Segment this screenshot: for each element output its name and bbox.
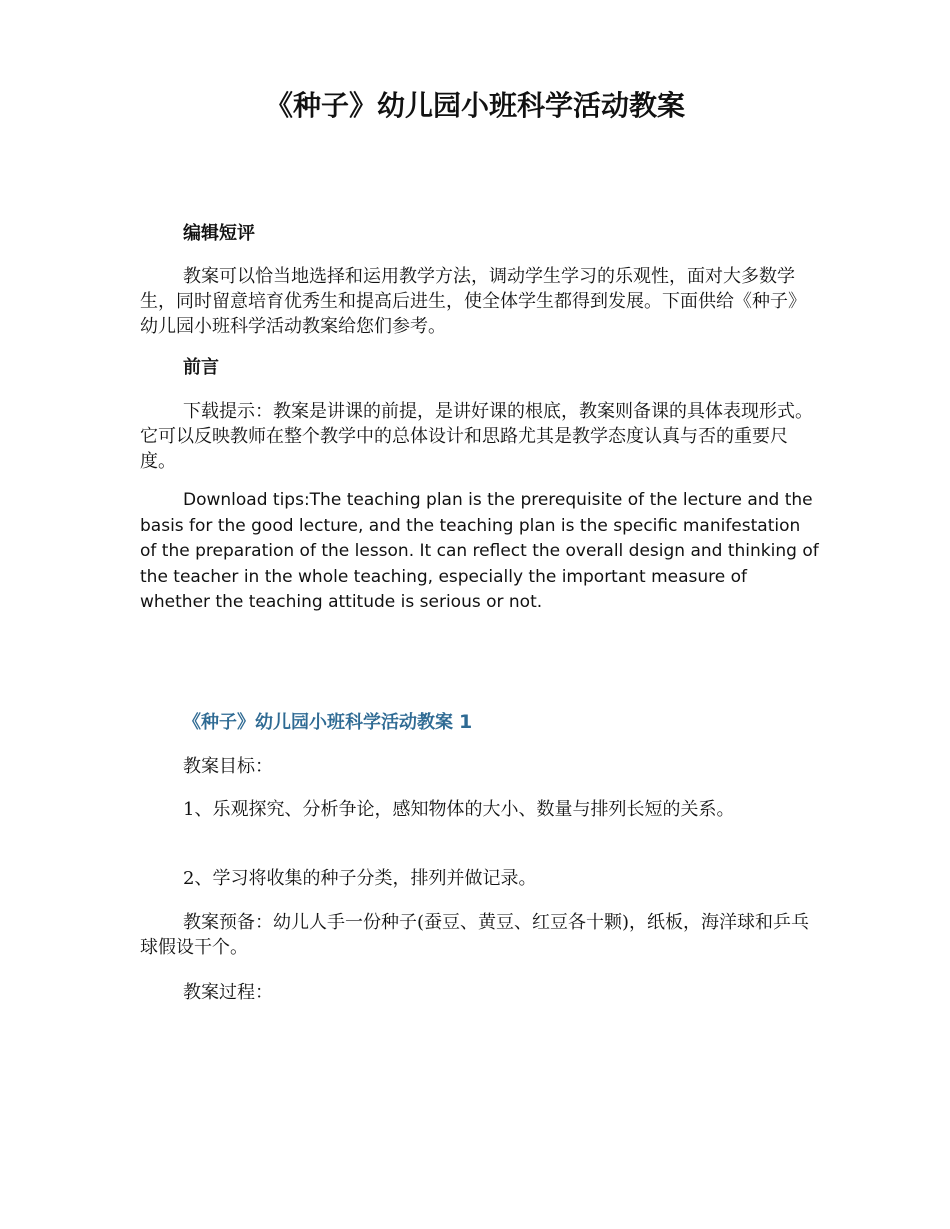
objective-item-2: 2、学习将收集的种子分类，排列并做记录。 — [183, 868, 537, 889]
lesson-heading-text: 《种子》幼儿园小班科学活动教案 — [183, 712, 453, 733]
objective-item-1: 1、乐观探究、分析争论，感知物体的大小、数量与排列长短的关系。 — [183, 799, 735, 820]
process-label: 教案过程： — [183, 982, 273, 1003]
review-paragraph: 教案可以恰当地选择和运用教学方法，调动学生学习的乐观性，面对大多数学生，同时留意培育优秀生和提高后进生，使全体学生都得到发展。下面供给《种子》幼儿园小班科学活动教案给您们参考。 — [140, 266, 806, 337]
preface-paragraph-cn: 下载提示：教案是讲课的前提，是讲好课的根底，教案则备课的具体表现形式。它可以反映教师在整个教学中的总体设计和思路尤其是教学态度认真与否的重要尺度。 — [140, 401, 813, 472]
page-title: 《种子》幼儿园小班科学活动教案 — [264, 89, 685, 122]
objectives-label: 教案目标： — [183, 756, 273, 777]
preface-heading: 前言 — [183, 357, 219, 378]
lesson-heading-number: 1 — [459, 711, 473, 733]
lesson-heading — [183, 708, 472, 737]
review-heading: 编辑短评 — [183, 223, 255, 244]
preparation-paragraph: 教案预备：幼儿人手一份种子(蚕豆、黄豆、红豆各十颗)，纸板，海洋球和乒乓球假设干个。 — [140, 912, 810, 958]
preface-paragraph-en: Download tips:The teaching plan is the prerequisite of the lecture and the basis for the good lecture, and the teaching plan is the specific manifestation of the preparation of the lesson. It can reflect the overall design and thinking of the teacher in the whole teaching, especially the important measure of whether the teaching attitude is serious or not. — [140, 490, 819, 612]
